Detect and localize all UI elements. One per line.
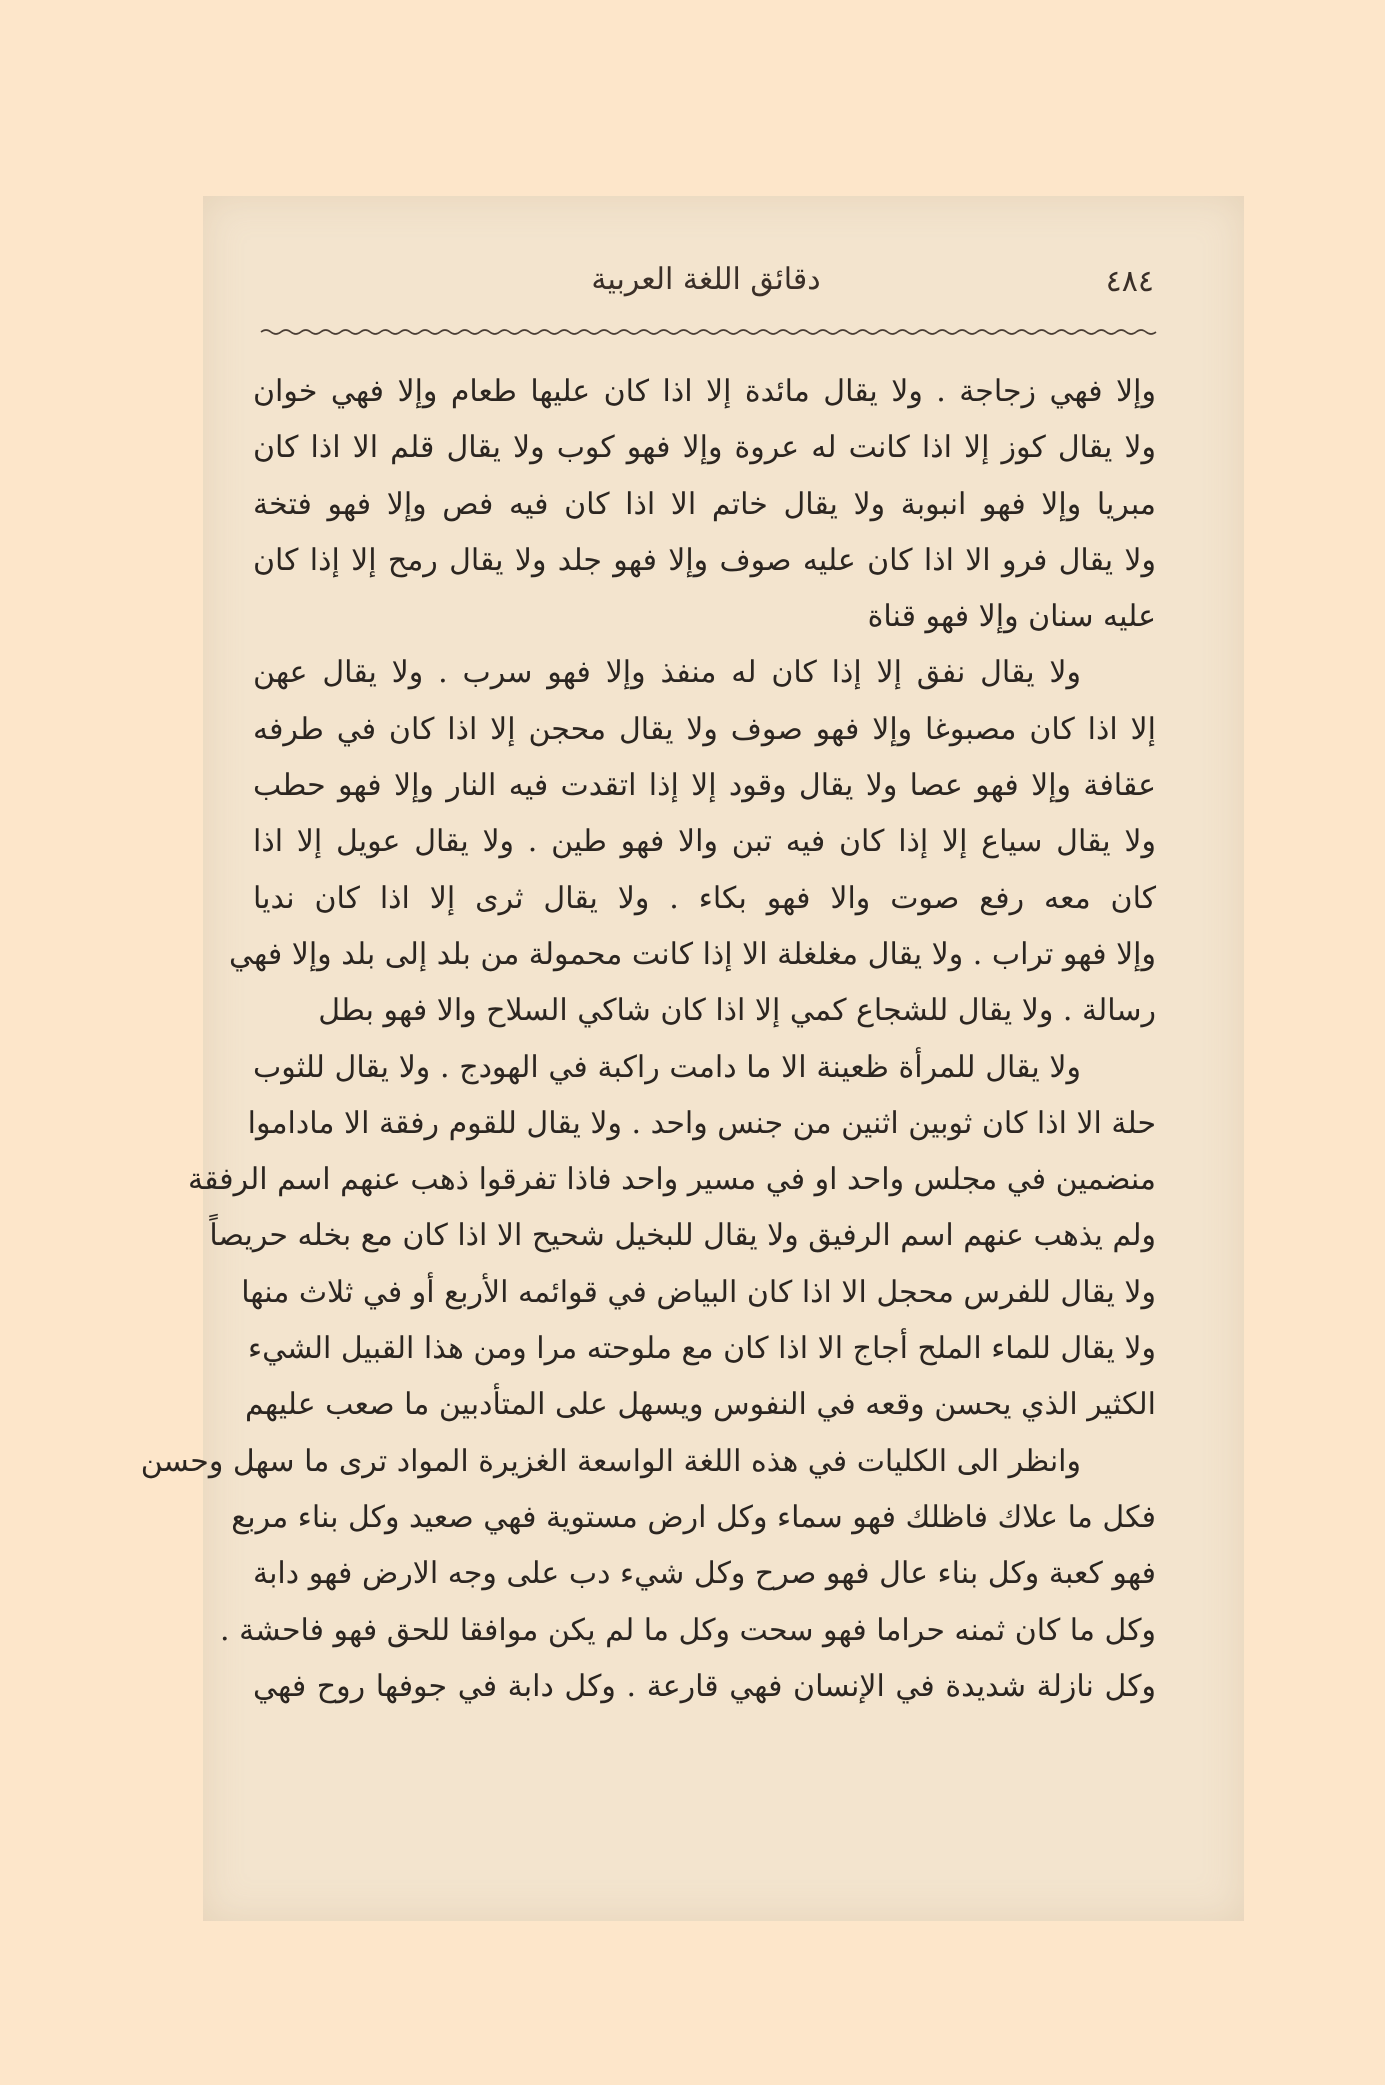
text-line: ولا يقال سياع إلا إذا كان فيه تبن والا فهو طين . ولا يقال عويل إلا اذا — [253, 824, 1156, 860]
text-line: الكثير الذي يحسن وقعه في النفوس ويسهل على المتأدبين ما صعب عليهم — [244, 1387, 1156, 1423]
text-line: فهو كعبة وكل بناء عال فهو صرح وكل شيء دب على وجه الارض فهو دابة — [253, 1556, 1156, 1592]
text-line: ولا يقال فرو الا اذا كان عليه صوف وإلا فهو جلد ولا يقال رمح إلا إذا كان — [253, 542, 1156, 578]
text-line: ولا يقال للمرأة ظعينة الا ما دامت راكبة في الهودج . ولا يقال للثوب — [253, 1049, 1081, 1085]
text-line: ولا يقال نفق إلا إذا كان له منفذ وإلا فهو سرب . ولا يقال عهن — [253, 655, 1081, 691]
text-line: كان معه رفع صوت والا فهو بكاء . ولا يقال ثرى إلا اذا كان نديا — [253, 880, 1156, 916]
text-line: إلا اذا كان مصبوغا وإلا فهو صوف ولا يقال محجن إلا اذا كان في طرفه — [253, 711, 1156, 747]
page-number: ٤٨٤ — [1105, 264, 1154, 299]
text-line: وإلا فهي زجاجة . ولا يقال مائدة إلا اذا كان عليها طعام وإلا فهي خوان — [253, 374, 1156, 409]
body-text — [140, 364, 1156, 1715]
text-line: عقافة وإلا فهو عصا ولا يقال وقود إلا إذا اتقدت فيه النار وإلا فهو حطب — [253, 768, 1156, 804]
text-line: ولم يذهب عنهم اسم الرفيق ولا يقال للبخيل شحيح الا اذا كان مع بخله حريصاً — [209, 1218, 1156, 1254]
running-title: دقائق اللغة العربية — [591, 262, 821, 297]
page-header — [258, 252, 1154, 312]
text-line: ولا يقال للماء الملح أجاج الا اذا كان مع ملوحته مرا ومن هذا القبيل الشيء — [248, 1331, 1156, 1367]
text-line: مبريا وإلا فهو انبوبة ولا يقال خاتم الا اذا كان فيه فص وإلا فهو فتخة — [253, 486, 1156, 522]
header-wavy-rule — [261, 326, 1156, 338]
text-line: حلة الا اذا كان ثوبين اثنين من جنس واحد . ولا يقال للقوم رفقة الا ماداموا — [247, 1105, 1156, 1141]
text-line: وكل نازلة شديدة في الإنسان فهي قارعة . وكل دابة في جوفها روح فهي — [253, 1668, 1156, 1704]
text-line: عليه سنان وإلا فهو قناة — [867, 599, 1156, 635]
text-line: ولا يقال للفرس محجل الا اذا كان البياض في قوائمه الأربع أو في ثلاث منها — [241, 1274, 1156, 1310]
text-line: فكل ما علاك فاظلك فهو سماء وكل ارض مستوية فهي صعيد وكل بناء مربع — [231, 1499, 1156, 1535]
text-line: وكل ما كان ثمنه حراما فهو سحت وكل ما لم يكن موافقا للحق فهو فاحشة . — [220, 1612, 1156, 1648]
text-line: ولا يقال كوز إلا اذا كانت له عروة وإلا فهو كوب ولا يقال قلم الا اذا كان — [253, 430, 1156, 466]
text-line: منضمين في مجلس واحد او في مسير واحد فاذا تفرقوا ذهب عنهم اسم الرفقة — [187, 1162, 1156, 1198]
book-page — [140, 196, 1244, 1921]
text-line: وانظر الى الكليات في هذه اللغة الواسعة الغزيرة المواد ترى ما سهل وحسن — [140, 1443, 1081, 1479]
text-line: وإلا فهو تراب . ولا يقال مغلغلة الا إذا كانت محمولة من بلد إلى بلد وإلا فهي — [229, 936, 1156, 972]
text-line: رسالة . ولا يقال للشجاع كمي إلا اذا كان شاكي السلاح والا فهو بطل — [318, 993, 1156, 1029]
